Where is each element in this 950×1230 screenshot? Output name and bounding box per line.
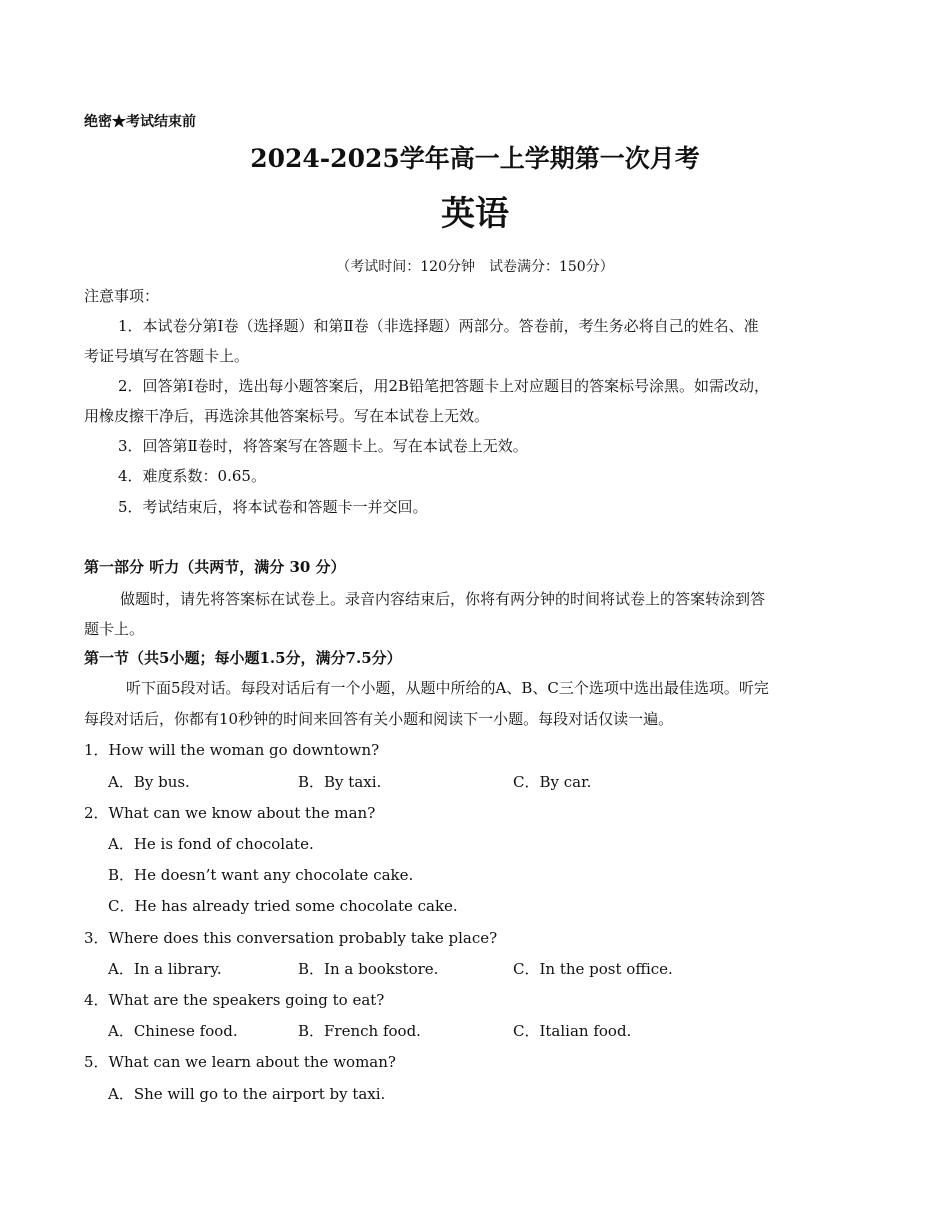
question-4-stem: 4．What are the speakers going to eat? [84, 991, 385, 1009]
section1-intro-line-2: 每段对话后，你都有10秒钟的时间来回答有关小题和阅读下一小题。每段对话仅读一遍。 [84, 710, 674, 728]
note-item-5: 5．考试结束后，将本试卷和答题卡一并交回。 [118, 498, 428, 516]
subject-title: 英语 [441, 194, 509, 234]
note-item-1-line-2: 考证号填写在答题卡上。 [84, 347, 250, 365]
notes-heading: 注意事项： [84, 287, 160, 305]
part1-intro-line-2: 题卡上。 [84, 620, 145, 638]
question-2-stem: 2．What can we know about the man? [84, 804, 376, 822]
section1-intro-line-1: 听下面5段对话。每段对话后有一个小题，从题中所给的A、B、C三个选项中选出最佳选项。听完 [126, 679, 769, 697]
exam-title: 2024-2025学年高一上学期第一次月考 [250, 144, 700, 173]
question-1-stem: 1．How will the woman go downtown? [84, 741, 380, 759]
section1-heading: 第一节（共5小题；每小题1.5分，满分7.5分） [84, 649, 402, 667]
question-3-option-b: B．In a bookstore. [298, 960, 439, 978]
question-4-option-c: C．Italian food. [513, 1022, 632, 1040]
part1-heading: 第一部分 听力（共两节，满分 30 分） [84, 558, 346, 576]
question-1-option-b: B．By taxi. [298, 773, 382, 791]
question-4-option-a: A．Chinese food. [108, 1022, 238, 1040]
question-3-option-a: A．In a library. [108, 960, 222, 978]
question-2-option-a: A．He is fond of chocolate. [108, 835, 314, 853]
question-5-option-a: A．She will go to the airport by taxi. [108, 1085, 386, 1103]
part1-intro-line-1: 做题时，请先将答案标在试卷上。录音内容结束后，你将有两分钟的时间将试卷上的答案转涂到答 [120, 590, 766, 608]
question-1-option-a: A．By bus. [108, 773, 190, 791]
question-3-option-c: C．In the post office. [513, 960, 673, 978]
note-item-3: 3．回答第Ⅱ卷时，将答案写在答题卡上。写在本试卷上无效。 [118, 437, 528, 455]
question-5-stem: 5．What can we learn about the woman? [84, 1053, 396, 1071]
note-item-2-line-1: 2．回答第Ⅰ卷时，选出每小题答案后，用2B铅笔把答题卡上对应题目的答案标号涂黑。如需改动， [118, 377, 770, 395]
note-item-2-line-2: 用橡皮擦干净后，再选涂其他答案标号。写在本试卷上无效。 [84, 407, 490, 425]
note-item-4: 4．难度系数：0.65。 [118, 467, 266, 485]
note-item-1-line-1: 1．本试卷分第Ⅰ卷（选择题）和第Ⅱ卷（非选择题）两部分。答卷前，考生务必将自己的姓名、准 [118, 317, 759, 335]
question-4-option-b: B．French food. [298, 1022, 421, 1040]
secret-mark: 绝密★考试结束前 [84, 114, 196, 130]
question-1-option-c: C．By car. [513, 773, 592, 791]
question-2-option-b: B．He doesn’t want any chocolate cake. [108, 866, 414, 884]
question-2-option-c: C．He has already tried some chocolate cake. [108, 897, 458, 915]
exam-info: （考试时间：120分钟 试卷满分：150分） [336, 259, 614, 275]
question-3-stem: 3．Where does this conversation probably take place? [84, 929, 498, 947]
